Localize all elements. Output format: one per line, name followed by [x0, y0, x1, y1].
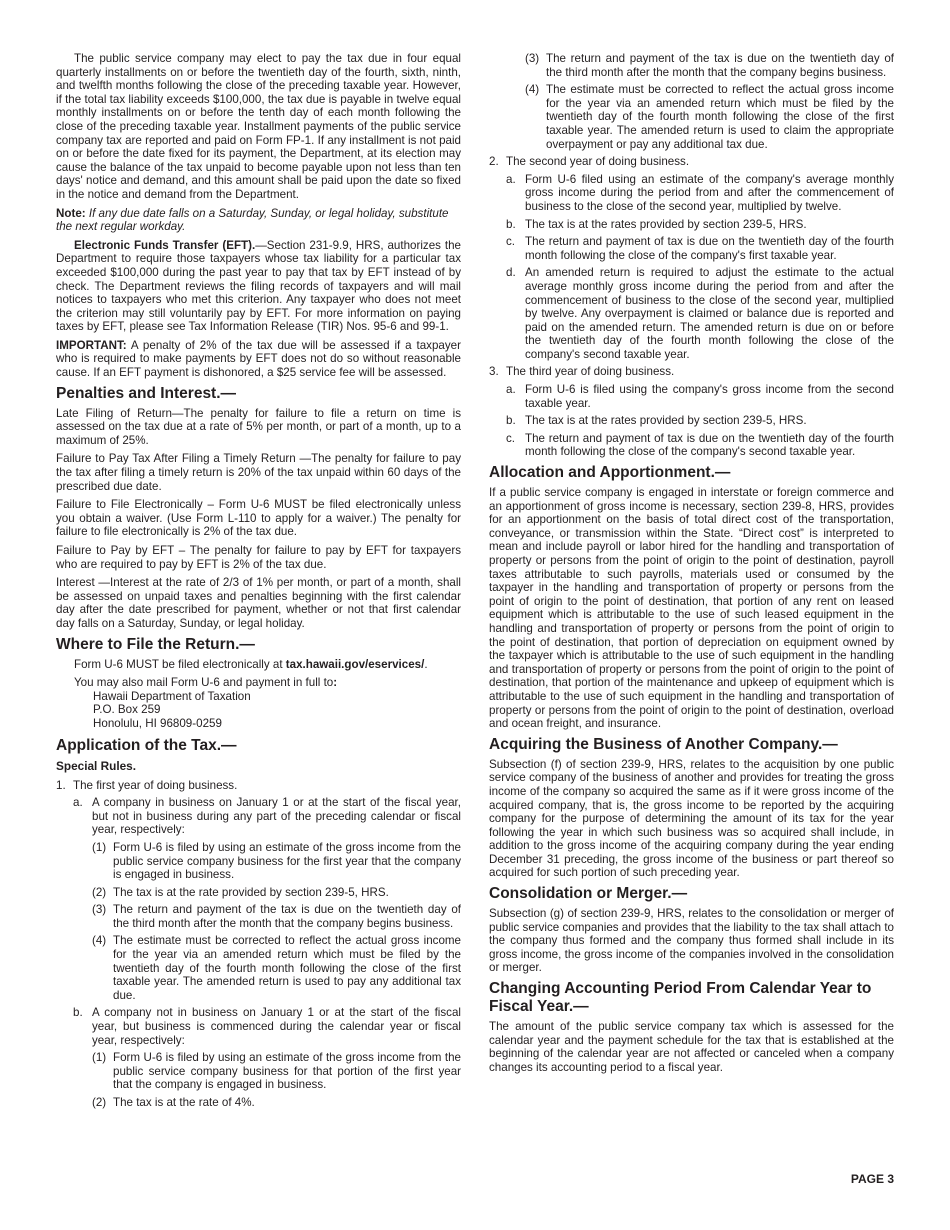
important-text: A penalty of 2% of the tax due will be assessed if a taxpayer who is required to make payments by EFT does not do so without reasonable cause. If an EFT payment is dishonored, a $25 service fee will be assessed. [56, 338, 461, 380]
list-marker: (4) [92, 934, 107, 948]
allocation-paragraph: If a public service company is engaged in interstate or foreign commerce and an apportionment of gross income is necessary, section 239-8, HRS, provides for an apportionment on the basis of total direct cost of the transportation, conveyance, or transmission within the State. “Direct cost” is interpreted to mean and include payroll or labor hired for the handling and transportation of property or persons from the point of origin to the point of destination, payroll taxes attributable to such payrolls, materials used or consumed by the taxpayer in the handling and transportation of property or persons from the point of origin to the point of destination, that portion of any rent on leased equipment which is attributable to the use of such leased equipment in the handling and transportation of property or persons from the point of origin to the point of destination, that portion of depreciation on equipment owned by the taxpayer which is attributable to the use of such equipment in the handling and transportation of property or persons from the point of origin to the point of destination, that portion of the maintenance and upkeep of equipment which is attributable to the use of such equipment in the handling and transportation of property or persons from the point of origin to the point of destination, overload and ocean freight, and insurance. [489, 486, 894, 731]
list-text: The return and payment of tax is due on the twentieth day of the fourth month following the close of the company's second taxable year. [525, 431, 894, 459]
list-marker: (1) [92, 1051, 107, 1065]
list-marker: b. [506, 217, 516, 231]
application-heading: Application of the Tax.— [56, 736, 237, 754]
list-marker: (2) [92, 885, 107, 899]
list-item-2b [506, 218, 894, 232]
list-text: The return and payment of the tax is due on the twentieth day of the third month after the month that the company begins business. [113, 903, 461, 930]
list-marker: b. [73, 1006, 83, 1020]
note-text: If any due date falls on a Saturday, Sunday, or legal holiday, substitute the next regular workday. [56, 206, 449, 234]
list-item-2c [506, 235, 894, 262]
right-column [489, 52, 894, 1079]
list-marker: 3. [489, 365, 499, 379]
list-marker: a. [73, 796, 83, 810]
list-text: The estimate must be corrected to reflect the actual gross income for the year via an amended return which must be filed by the twentieth day of the fourth month following the close of the first taxable year. The amended return is used to pay any additional tax due. [113, 934, 461, 1002]
list-marker: (1) [92, 840, 107, 854]
list-item-1b-2 [92, 1096, 461, 1110]
list-item-2d [506, 266, 894, 361]
list-text: The estimate must be corrected to reflect the actual gross income for the year via an amended return which must be filed by the twentieth day of the fourth month following the close of the first taxable year. The amended return is used to claim the appropriate overpayment or pay any additional tax due. [546, 83, 894, 151]
list-marker: c. [506, 235, 516, 249]
list-text: The tax is at the rates provided by section 239-5, HRS. [525, 217, 807, 231]
penalty-interest: Interest —Interest at the rate of 2/3 of 1% per month, or part of a month, shall be assessed on unpaid taxes and penalties beginning with the first calendar day after the date prescribed for payment, whether or not that first calendar day falls on a Saturday, Sunday, or legal holiday. [56, 576, 461, 630]
list-marker: a. [506, 383, 516, 397]
list-text: The third year of doing business. [506, 365, 675, 379]
list-text: Form U-6 is filed by using an estimate of the gross income from the public service company business for the first year that the company is engaged in business. [113, 840, 461, 882]
list-item-1b [73, 1006, 461, 1047]
where-to-file-heading: Where to File the Return.— [56, 635, 255, 653]
consolidation-heading: Consolidation or Merger.— [489, 885, 688, 903]
acquiring-heading: Acquiring the Business of Another Company.— [489, 735, 838, 753]
important-paragraph [56, 339, 461, 380]
list-text: Form U-6 is filed using the company's gross income from the second taxable year. [525, 383, 894, 410]
list-item-1b-1 [92, 1051, 461, 1092]
changing-period-paragraph: The amount of the public service company tax which is assessed for the calendar year and the payment schedule for the tax that is established at the beginning of the calendar year are not affected or canceled when a company changes its accounting period to a fiscal year. [489, 1020, 894, 1074]
list-marker: b. [506, 414, 516, 428]
list-item-1a-3 [92, 903, 461, 930]
note-paragraph [56, 207, 461, 234]
eservices-link[interactable]: tax.hawaii.gov/eservices/ [285, 657, 425, 671]
list-marker: (2) [92, 1096, 107, 1109]
where-end: . [424, 657, 428, 671]
penalty-late-filing: Late Filing of Return—The penalty for failure to file a return on time is assessed on the tax due at a rate of 5% per month, or part of a month, up to a maximum of 25%. [56, 406, 461, 447]
list-marker: d. [506, 266, 516, 280]
list-marker: a. [506, 172, 516, 186]
list-marker: 1. [56, 778, 66, 792]
mail-text [56, 676, 461, 690]
address-line: P.O. Box 259 [93, 703, 161, 717]
acquiring-paragraph: Subsection (f) of section 239-9, HRS, relates to the acquisition by one public service company of the business of another and provides for treating the gross income of the company so acquired the same as if it were gross income of the acquired company, that is, the gross income to be reported by the acquiring company for the purpose of determining the amount of its tax for the year following the year in which such business was so acquired shall include, in addition to the gross income of the acquiring company during the year ending December 31 preceding, the gross income of the business or part thereof so acquired for such portion of such preceding year. [489, 757, 894, 880]
penalties-heading: Penalties and Interest.— [56, 384, 237, 402]
list-item-3 [489, 365, 894, 379]
list-item-3b [506, 414, 894, 428]
list-text: A company not in business on January 1 or at the start of the fiscal year, but business is commenced during the calendar year or fiscal year, respectively: [92, 1006, 461, 1047]
eft-paragraph [56, 239, 461, 334]
eft-label: Electronic Funds Transfer (EFT). [74, 238, 256, 252]
mail-instructions: You may also mail Form U-6 and payment in full to [74, 676, 334, 690]
list-marker: (3) [525, 52, 540, 65]
list-text: A company in business on January 1 or at the start of the fiscal year, but not in business during any part of the preceding calendar or fiscal year, respectively: [92, 796, 461, 837]
list-marker: c. [506, 431, 516, 445]
list-text: The tax is at the rate of 4%. [113, 1096, 255, 1109]
penalty-pay-by-eft: Failure to Pay by EFT – The penalty for failure to pay by EFT for taxpayers who are required to pay by EFT is 2% of the tax due. [56, 544, 461, 571]
list-text: The first year of doing business. [73, 778, 238, 792]
list-text: The tax is at the rates provided by section 239-5, HRS. [525, 414, 807, 428]
list-text: The return and payment of the tax is due on the twentieth day of the third month after the month that the company begins business. [546, 52, 894, 79]
list-text: The return and payment of tax is due on the twentieth day of the fourth month following the close of the company's first taxable year. [525, 235, 894, 262]
list-item-1a [73, 796, 461, 837]
where-text: Form U-6 MUST be filed electronically at [74, 657, 286, 671]
consolidation-paragraph: Subsection (g) of section 239-9, HRS, relates to the consolidation or merger of public service companies and provides that the liability to the tax shall attach to the company thus formed and the company thus formed shall include in its gross income, the gross income of the companies involved in the consolidation or merger. [489, 907, 894, 975]
list-text: The second year of doing business. [506, 155, 690, 169]
page-number: PAGE 3 [850, 1172, 894, 1186]
list-text: An amended return is required to adjust the estimate to the actual average monthly gross income during the period from and after the commencement of business to the close of the second year, multiplied by twelve. Any overpayment is claimed or balance due is reported and paid on the amended return. The amended return is due on or before the twentieth day of the fourth month following the close of the company's second taxable year. [525, 266, 894, 361]
note-label: Note: [56, 206, 86, 220]
list-text: The tax is at the rate provided by section 239-5, HRS. [113, 885, 389, 899]
list-item-3c [506, 432, 894, 459]
special-rules-subheading: Special Rules. [56, 758, 136, 773]
installment-paragraph: The public service company may elect to pay the tax due in four equal quarterly installments on or before the twentieth day of the fourth, sixth, ninth, and twelfth months following the close of the preceding taxable year. However, if the total tax liability exceeds $100,000, the tax due is payable in twelve equal monthly installments on or before the tenth day of each month following the close of the preceding taxable year. Installment payments of the public service company tax are reported and paid on Form FP-1. If any installment is not paid on or before the date fixed for its payment, the Department, at its election may cause the balance of the tax unpaid to become payable upon not less than ten days' notice and demand, and this amount shall be paid upon the date so fixed in the notice and demand from the Department. [56, 52, 461, 201]
list-item-1b-3 [525, 52, 894, 79]
important-label: IMPORTANT: [56, 338, 127, 352]
left-column [56, 52, 461, 1114]
list-item-1a-4 [92, 934, 461, 1002]
list-marker: (3) [92, 903, 107, 917]
address-line: Hawaii Department of Taxation [93, 689, 251, 703]
list-item-3a [506, 383, 894, 410]
penalty-failure-to-pay: Failure to Pay Tax After Filing a Timely Return —The penalty for failure to pay the tax after filing a timely return is 20% of the tax unpaid within 60 days of the prescribed due date. [56, 452, 461, 493]
list-item-1a-1 [92, 841, 461, 882]
list-marker: (4) [525, 83, 540, 97]
changing-period-heading: Changing Accounting Period From Calendar Year to Fiscal Year.— [489, 980, 872, 1016]
penalty-file-electronically: Failure to File Electronically – Form U-6 MUST be filed electronically unless you obtain a waiver. (Use Form L-110 to apply for a waiver.) The penalty for failure to file electronically is 2% of the tax due. [56, 498, 461, 539]
list-item-1a-2 [92, 886, 461, 900]
list-item-2a [506, 173, 894, 214]
list-item-1b-4 [525, 83, 894, 151]
list-marker: 2. [489, 155, 499, 169]
list-text: Form U-6 filed using an estimate of the company's average monthly gross income during the period from and after the commencement of business to the close of the second year, multiplied by twelve. [525, 172, 894, 213]
list-item-2 [489, 155, 894, 169]
list-item-1 [56, 779, 461, 793]
address-line: Honolulu, HI 96809-0259 [93, 716, 222, 730]
mailing-address [56, 690, 461, 731]
allocation-heading: Allocation and Apportionment.— [489, 464, 731, 482]
eft-text: —Section 231-9.9, HRS, authorizes the Department to require those taxpayers whose tax liability for a particular tax exceeded $100,000 during the past year to pay that tax by EFT instead of by check. The Department reviews the filing records of taxpayers and will mail notices to taxpayers who met this criterion. Any taxpayer who does not meet the criterion may still voluntarily pay by EFT. For more information on paying taxes by EFT, please see Tax Information Release (TIR) Nos. 95-6 and 99-1. [56, 238, 462, 334]
mail-colon: : [333, 676, 338, 690]
where-to-file-text [56, 658, 461, 672]
list-text: Form U-6 is filed by using an estimate of the gross income from the public service company business for that portion of the first year that the company is engaged in business. [113, 1051, 461, 1092]
